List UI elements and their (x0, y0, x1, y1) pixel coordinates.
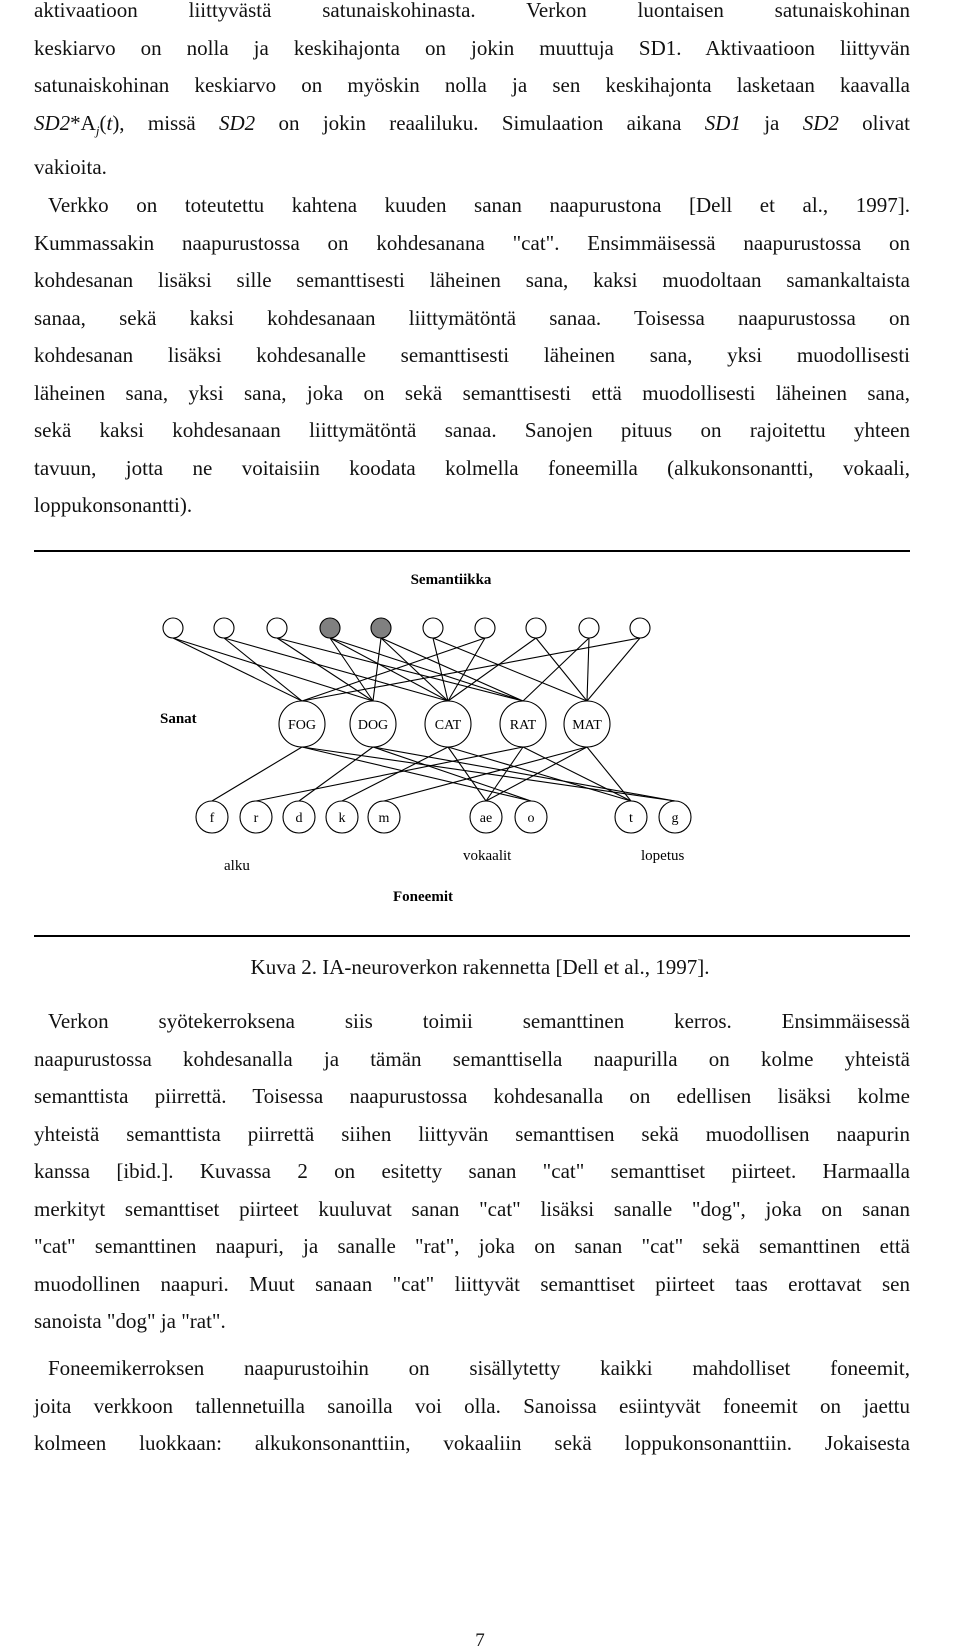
fourth-paragraph (34, 1350, 910, 1463)
word-node-label: CAT (434, 718, 462, 733)
text-line: loppukonsonantti). (34, 493, 193, 517)
semantic-word-link (302, 638, 485, 701)
text-line: Verkon syötekerroksena siis toimii semanttinen kerros. Ensimmäisessä (48, 1009, 910, 1033)
text-line: sanoista "dog" ja "rat". (34, 1309, 226, 1333)
top-paragraph (34, 0, 910, 187)
semantics-label: Semantiikka (410, 572, 492, 588)
text-line: sanaa, sekä kaksi kohdesanaan liittymätöntä sanaa. Toisessa naapurustossa on (34, 305, 910, 330)
word-nodes (279, 701, 610, 747)
phoneme-node-label: m (378, 811, 390, 826)
word-node-label: DOG (357, 718, 389, 733)
figure-bottom-rule (34, 935, 910, 937)
text-line: kolmeen luokkaan: alkukonsonanttiin, vokaaliin sekä loppukonsonanttiin. Jokaisesta (34, 1431, 910, 1455)
text-line: satunaiskohinan keskiarvo on myöskin nolla ja sen keskihajonta lasketaan kaavalla (34, 73, 910, 97)
semantic-feature-node (163, 618, 183, 638)
semantic-word-link (433, 638, 448, 701)
word-phoneme-link (587, 747, 631, 801)
semantic-feature-node (214, 618, 234, 638)
text-line: läheinen sana, yksi sana, joka on sekä semanttisesti että muodollisesti läheinen sana, (34, 380, 910, 405)
text-line: yhteistä semanttista piirrettä siihen liittyvän semanttisen sekä muodollisen naapurin (34, 1121, 910, 1146)
semantic-word-link (448, 638, 485, 701)
text-line: Kummassakin naapurustossa on kohdesanana "cat". Ensimmäisessä naapurustossa on (34, 230, 910, 255)
text-line-formula: $SD2*A_j(t)$, missä SD2 on jokin reaaliluku. Simulaation aikana SD1 ja SD2 olivat (34, 110, 910, 138)
word-phoneme-link (486, 747, 587, 801)
semantic-word-link (173, 638, 373, 701)
semantic-word-link (330, 638, 448, 701)
semantic-word-link (381, 638, 523, 701)
semantic-word-link (173, 638, 302, 701)
semantic-word-link (224, 638, 302, 701)
third-paragraph (34, 1003, 910, 1341)
semantic-word-link (277, 638, 523, 701)
text-line: semanttista piirrettä. Toisessa naapurustossa kohdesanalla on edellisen lisäksi kolme (34, 1084, 910, 1108)
phoneme-node-label: g (671, 811, 679, 826)
text-line: "cat" semanttinen naapuri, ja sanalle "rat", joka on sanan "cat" sekä semanttinen että (34, 1234, 910, 1258)
text-line: keskiarvo on nolla ja keskihajonta on jokin muuttuja SD1. Aktivaatioon liittyvän (34, 35, 910, 60)
text-line: vakioita. (34, 155, 107, 180)
text-line: Verkko on toteutettu kahtena kuuden sanan naapurustona [Dell et al., 1997]. (48, 193, 910, 217)
phonemes-label: Foneemit (393, 889, 453, 905)
text-line: Foneemikerroksen naapurustoihin on sisällytetty kaikki mahdolliset foneemit, (48, 1356, 910, 1380)
vowels-label: vokaalit (463, 848, 512, 864)
semantic-word-link (587, 638, 640, 701)
word-phoneme-link (212, 747, 302, 801)
semantic-nodes (163, 618, 650, 638)
text-line: merkityt semanttiset piirteet kuuluvat sanan "cat" lisäksi sanalle "dog", joka on sanan (34, 1196, 910, 1221)
semantic-feature-node-shared (320, 618, 340, 638)
phoneme-nodes (196, 801, 691, 833)
figure-top-rule (34, 550, 910, 552)
phoneme-node-label: o (527, 811, 535, 826)
page-number: 7 (475, 1630, 485, 1651)
word-phoneme-link (373, 747, 531, 801)
phoneme-node-label: r (253, 811, 259, 826)
phoneme-node-label: f (209, 811, 215, 826)
semantic-word-link (373, 638, 381, 701)
phoneme-node-label: ae (479, 811, 493, 826)
semantic-feature-node (423, 618, 443, 638)
onset-label: alku (224, 858, 250, 874)
semantic-feature-node (579, 618, 599, 638)
semantic-word-link (448, 638, 536, 701)
word-phoneme-link (256, 747, 523, 801)
figure-caption: Kuva 2. IA-neuroverkon rakennetta [Dell et al., 1997]. (250, 955, 710, 979)
text-line: kohdesanan lisäksi kohdesanalle semanttisesti läheinen sana, yksi muodollisesti (34, 343, 910, 367)
phoneme-node-label: k (338, 811, 346, 826)
text-line: kanssa [ibid.]. Kuvassa 2 on esitetty sanan "cat" semanttiset piirteet. Harmaalla (34, 1159, 910, 1183)
word-node-label: MAT (572, 718, 602, 733)
text-line: muodollinen naapuri. Muut sanaan "cat" liittyvät semanttiset piirteet taas erottavat sen (34, 1271, 910, 1296)
second-paragraph (34, 187, 910, 525)
phoneme-node-label: t (629, 811, 633, 826)
text-line: sekä kaksi kohdesanaan liittymätöntä sanaa. Sanojen pituus on rajoitettu yhteen (34, 418, 910, 442)
semantic-feature-node (475, 618, 495, 638)
semantic-feature-node (267, 618, 287, 638)
word-node-label: FOG (287, 718, 317, 733)
ia-network-diagram (34, 558, 910, 938)
text-line: kohdesanan lisäksi sille semanttisesti läheinen sana, kaksi muodoltaan samankaltaista (34, 268, 910, 292)
phoneme-node-label: d (295, 811, 303, 826)
text-line: naapurustossa kohdesanalla ja tämän semanttisella naapurilla on kolme yhteistä (34, 1046, 910, 1071)
text-line: aktivaatioon liittyvästä satunaiskohinasta. Verkon luontaisen satunaiskohinan (34, 0, 910, 22)
semantic-feature-node (630, 618, 650, 638)
text-line: tavuun, jotta ne voitaisiin koodata kolmella foneemilla (alkukonsonantti, vokaali, (34, 455, 910, 480)
semantic-word-link (302, 638, 640, 701)
words-label: Sanat (160, 711, 197, 727)
semantic-feature-node (526, 618, 546, 638)
text-line: joita verkkoon tallennetuilla sanoilla voi olla. Sanoissa esiintyvät foneemit on jaettu (34, 1393, 910, 1418)
coda-label: lopetus (641, 848, 685, 864)
semantic-feature-node-shared (371, 618, 391, 638)
word-node-label: RAT (509, 718, 537, 733)
